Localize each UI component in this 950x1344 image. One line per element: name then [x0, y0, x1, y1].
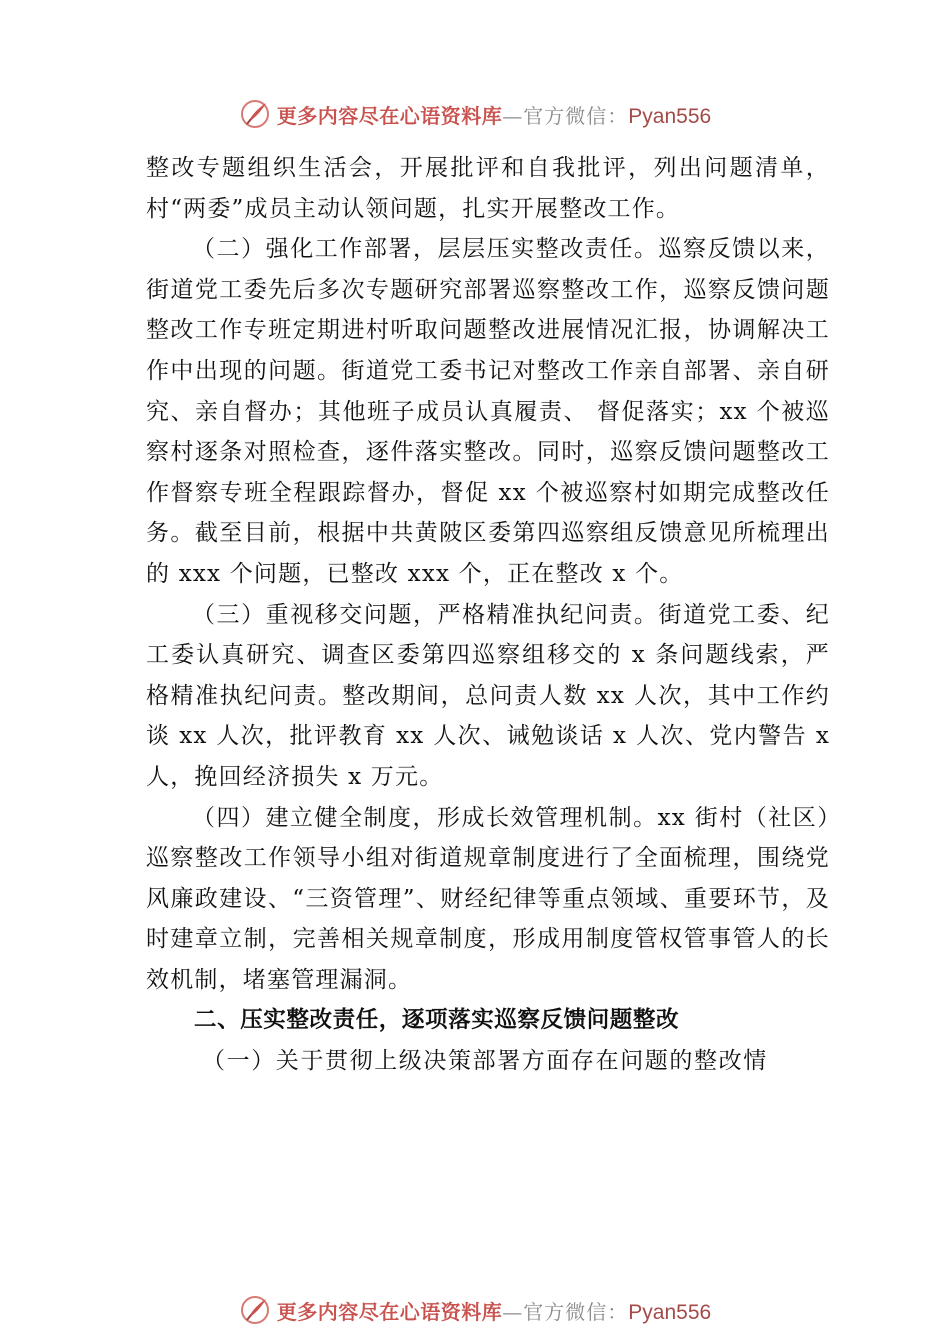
document-body — [146, 148, 830, 1082]
sub-heading: （一）关于贯彻上级决策部署方面存在问题的整改情 — [202, 1048, 768, 1075]
banner-text — [277, 1296, 711, 1325]
banner-site-name: 更多内容尽在心语资料库 — [276, 103, 503, 128]
paragraph-work-deployment: （二）强化工作部署，层层压实整改责任。巡察反馈以来，街道党工委先后多次专题研究部署巡察整改工作，巡察反馈问题整改工作专班定期进村听取问题整改进展情况汇报，协调解决工作中出现的问题。街道党工委书记对整改工作亲自部署、亲自研究、亲自督办；其他班子成员认真履责、 督促落实；xx 个被巡察村逐条对照检查，逐件落实整改。同时，巡察反馈问题整改工作督察专班全程跟踪督办，督促 xx 个被巡察村如期完成整改任务。截至目前，根据中共黄陂区委第四巡察组反馈意见所梳理出的 xxx 个问题，已整改 xxx 个，正在整改 x 个。 — [146, 236, 830, 587]
banner-site-name: 更多内容尽在心语资料库 — [276, 1299, 503, 1324]
section-heading: 二、压实整改责任，逐项落实巡察反馈问题整改 — [194, 1007, 680, 1034]
banner-wechat-label: 官方微信： — [523, 103, 629, 128]
paragraph-continuation: 整改专题组织生活会，开展批评和自我批评，列出问题清单，村“两委”成员主动认领问题，扎实开展整改工作。 — [146, 155, 830, 222]
banner-wechat-id: Pyan556 — [628, 1300, 712, 1324]
paragraph-accountability: （三）重视移交问题，严格精准执纪问责。街道党工委、纪工委认真研究、调查区委第四巡察组移交的 x 条问题线索，严格精准执纪问责。整改期间，总问责人数 xx 人次，其中工作约谈 xx 人次，批评教育 xx 人次、诫勉谈话 x 人次、党内警告 x 人，挽回经济损失 x 万元。 — [146, 601, 830, 790]
banner-separator: — — [502, 1299, 524, 1324]
banner-wechat-label: 官方微信： — [523, 1299, 629, 1324]
quill-pen-logo-icon — [239, 98, 271, 130]
banner-wechat-id: Pyan556 — [628, 104, 712, 128]
banner-separator: — — [502, 103, 524, 128]
paragraph-system-building: （四）建立健全制度，形成长效管理机制。xx 街村（社区）巡察整改工作领导小组对街道规章制度进行了全面梳理，围绕党风廉政建设、“三资管理”、财经纪律等重点领域、重要环节，及时建章立制，完善相关规章制度，形成用制度管权管事管人的长效机制，堵塞管理漏洞。 — [146, 804, 830, 993]
footer-banner — [0, 1290, 950, 1330]
quill-pen-logo-icon — [239, 1294, 271, 1326]
header-banner — [0, 94, 950, 134]
banner-text — [277, 100, 711, 129]
